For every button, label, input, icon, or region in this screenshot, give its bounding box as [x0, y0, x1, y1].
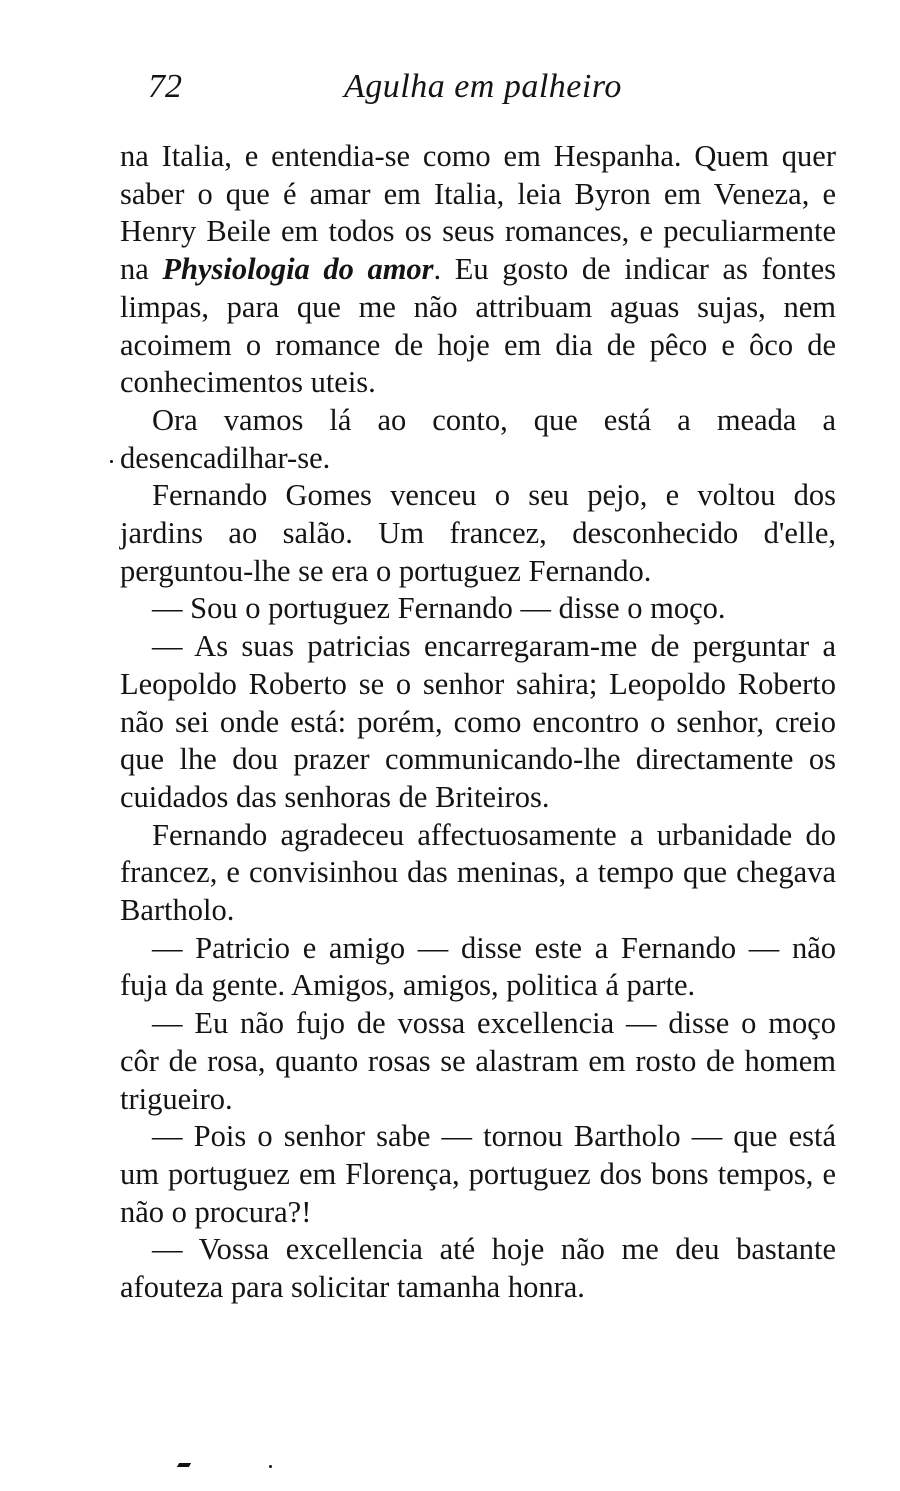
- paragraph-text: . Eu gosto de indicar as fontes limpas, para que me não attribuam aguas sujas, nem acoimem o romance de hoje em dia de pêco e ôco de conhecimentos uteis.: [120, 252, 837, 400]
- print-speck: [177, 1463, 191, 1467]
- book-title-italic: Physiologia do amor: [162, 252, 434, 287]
- dialogue-line: — Sou o portuguez Fernando — disse o moço.: [152, 591, 726, 626]
- dialogue-line: — Eu não fujo de vossa excellencia — disse o moço côr de rosa, quanto rosas se alastram em rosto de homem trigueiro.: [120, 1006, 836, 1116]
- dialogue-line: — Vossa excellencia até hoje não me deu bastante afouteza para solicitar tamanha honra.: [120, 1232, 836, 1305]
- running-title: Agulha em palheiro: [344, 68, 622, 105]
- paragraph: [120, 138, 836, 402]
- page-number: 72: [148, 68, 182, 105]
- body-text: [120, 138, 836, 1307]
- dialogue-line: — Pois o senhor sabe — tornou Bartholo — que está um portuguez em Florença, portuguez dos bons tempos, e não o procura?!: [120, 1119, 836, 1229]
- dialogue-line: — Patricio e amigo — disse este a Fernando — não fuja da gente. Amigos, amigos, politica á parte.: [120, 930, 836, 1003]
- paragraph: Ora vamos lá ao conto, que está a meada a desencadilhar-se.: [120, 402, 836, 475]
- page-header: [148, 68, 840, 116]
- paragraph: Fernando Gomes venceu o seu pejo, e voltou dos jardins ao salão. Um francez, desconhecido d'elle, perguntou-lhe se era o portuguez Fernando.: [120, 478, 836, 588]
- dialogue-line: — As suas patricias encarregaram-me de perguntar a Leopoldo Roberto se o senhor sahira; Leopoldo Roberto não sei onde está: porém, como encontro o senhor, creio que lhe dou prazer communicando-lhe directamente os cuidados das senhoras de Briteiros.: [120, 629, 836, 814]
- print-speck: [110, 460, 113, 463]
- paragraph: Fernando agradeceu affectuosamente a urbanidade do francez, e convisinhou das meninas, a tempo que chegava Bartholo.: [120, 817, 836, 928]
- paragraph-text: na Italia, e entendia-se como em Hespanha. Quem quer saber o que é amar em Italia, leia Byron em Veneza, e Henry Beile em todos os seus romances, e peculiarmente na: [120, 139, 836, 287]
- print-speck: [269, 1465, 272, 1468]
